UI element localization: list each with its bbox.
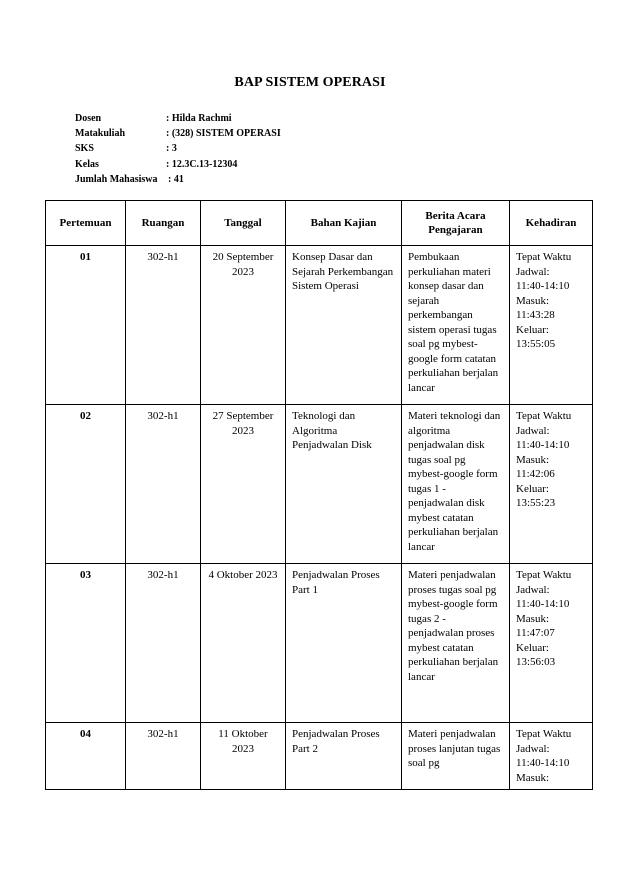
cell-tanggal: 27 September 2023: [201, 405, 286, 564]
cell-bahan-kajian: Penjadwalan Proses Part 2: [286, 723, 402, 790]
cell-bahan-kajian: Teknologi dan Algoritma Penjadwalan Disk: [286, 405, 402, 564]
cell-kehadiran: Tepat Waktu Jadwal: 11:40-14:10 Masuk: 11:42:06 Keluar: 13:55:23: [510, 405, 593, 564]
header-tanggal: Tanggal: [201, 201, 286, 246]
info-value: : 41: [168, 173, 184, 185]
header-pertemuan: Pertemuan: [46, 201, 126, 246]
cell-berita-acara: Pembukaan perkuliahan materi konsep dasar dan sejarah perkembangan sistem operasi tugas soal pg mybest-google form catatan perkuliahan berjalan lancar: [402, 246, 510, 405]
header-kehadiran: Kehadiran: [510, 201, 593, 246]
info-value: : 3: [166, 143, 177, 155]
cell-kehadiran: Tepat Waktu Jadwal: 11:40-14:10 Masuk: 11:47:07 Keluar: 13:56:03: [510, 564, 593, 723]
cell-berita-acara: Materi penjadwalan proses tugas soal pg mybest-google form tugas 2 - penjadwalan proses mybest catatan perkuliahan berjalan lancar: [402, 564, 510, 723]
cell-berita-acara: Materi teknologi dan algoritma penjadwalan disk tugas soal pg mybest-google form tugas 1 - penjadwalan disk mybest catatan perkuliahan berjalan lancar: [402, 405, 510, 564]
info-value: : (328) SISTEM OPERASI: [166, 128, 281, 140]
table-row: [46, 564, 593, 723]
info-label: Kelas: [75, 158, 99, 170]
info-value: : 12.3C.13-12304: [166, 158, 238, 170]
cell-tanggal: 4 Oktober 2023: [201, 564, 286, 723]
table-row: [46, 405, 593, 564]
info-label: Jumlah Mahasiswa: [75, 173, 158, 185]
cell-pertemuan: 03: [46, 564, 126, 723]
cell-tanggal: 20 September 2023: [201, 246, 286, 405]
header-berita-acara: Berita Acara Pengajaran: [402, 201, 510, 246]
table-row: [46, 723, 593, 790]
cell-kehadiran: Tepat Waktu Jadwal: 11:40-14:10 Masuk: 11:43:28 Keluar: 13:55:05: [510, 246, 593, 405]
cell-bahan-kajian: Penjadwalan Proses Part 1: [286, 564, 402, 723]
cell-ruangan: 302-h1: [126, 723, 201, 790]
cell-pertemuan: 01: [46, 246, 126, 405]
attendance-table: [45, 200, 593, 790]
header-ruangan: Ruangan: [126, 201, 201, 246]
header-bahan-kajian: Bahan Kajian: [286, 201, 402, 246]
table-header-row: [46, 201, 593, 246]
cell-berita-acara: Materi penjadwalan proses lanjutan tugas soal pg: [402, 723, 510, 790]
cell-bahan-kajian: Konsep Dasar dan Sejarah Perkembangan Sistem Operasi: [286, 246, 402, 405]
table-row: [46, 246, 593, 405]
cell-kehadiran: Tepat Waktu Jadwal: 11:40-14:10 Masuk:: [510, 723, 593, 790]
info-label: SKS: [75, 143, 94, 155]
info-value: : Hilda Rachmi: [166, 113, 232, 124]
info-label: Matakuliah: [75, 128, 126, 140]
cell-ruangan: 302-h1: [126, 246, 201, 405]
cell-ruangan: 302-h1: [126, 564, 201, 723]
cell-pertemuan: 04: [46, 723, 126, 790]
cell-tanggal: 11 Oktober 2023: [201, 723, 286, 790]
cell-ruangan: 302-h1: [126, 405, 201, 564]
page-title: BAP SISTEM OPERASI: [234, 75, 386, 90]
info-label: Dosen: [75, 113, 102, 124]
cell-pertemuan: 02: [46, 405, 126, 564]
